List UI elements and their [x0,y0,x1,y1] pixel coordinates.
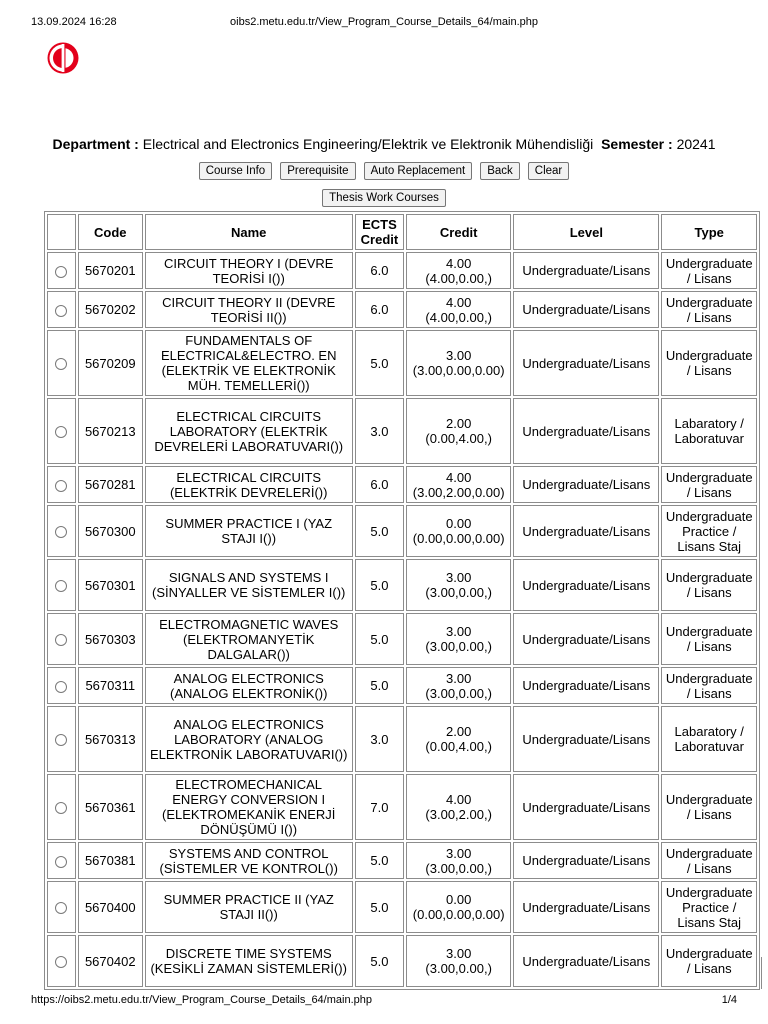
credit-cell [406,774,511,840]
print-url: oibs2.metu.edu.tr/View_Program_Course_Details_64/main.php [230,16,538,28]
course-type: Labaratory / Laboratuvar [661,706,757,772]
row-select-radio[interactable] [55,426,67,438]
semester-value: 20241 [676,136,716,152]
ects-column-header [355,214,404,250]
course-code: 5670361 [78,774,143,840]
course-code: 5670202 [78,291,143,328]
table-row[interactable] [47,613,757,665]
credit-value: 2.00 [446,416,472,431]
name-column-header: Name [145,214,353,250]
row-select-radio[interactable] [55,902,67,914]
credit-cell [406,330,511,396]
credit-breakdown: (3.00,0.00,) [425,585,492,600]
credit-value: 3.00 [446,570,472,585]
credit-cell [406,667,511,704]
credit-breakdown: (4.00,0.00,) [425,270,492,286]
course-code: 5670402 [78,935,143,987]
action-button-row [0,162,768,180]
course-name: ELECTRICAL CIRCUITS LABORATORY (ELEKTRİK DEVRELERİ LABORATUVARI()) [145,398,353,464]
thesis-work-courses-button[interactable]: Thesis Work Courses [322,189,446,207]
row-select-cell [47,881,76,933]
credit-cell [406,706,511,772]
row-select-cell [47,774,76,840]
row-select-radio[interactable] [55,734,67,746]
credit-value: 2.00 [446,724,472,739]
row-select-cell [47,842,76,879]
table-header-row [47,214,757,250]
course-level: Undergraduate/Lisans [513,466,659,503]
ects-credit: 5.0 [355,505,404,557]
course-level: Undergraduate/Lisans [513,330,659,396]
credit-value: 3.00 [446,670,472,686]
row-select-radio[interactable] [55,480,67,492]
course-type: Undergraduate / Lisans [661,935,757,987]
row-select-radio[interactable] [55,681,67,693]
table-row[interactable] [47,881,757,933]
row-select-cell [47,291,76,328]
course-code: 5670301 [78,559,143,611]
course-name: CIRCUIT THEORY II (DEVRE TEORİSİ II()) [145,291,353,328]
ects-credit: 6.0 [355,291,404,328]
course-table [44,211,760,990]
credit-cell [406,291,511,328]
course-type: Undergraduate / Lisans [661,613,757,665]
course-code: 5670311 [78,667,143,704]
table-row[interactable] [47,466,757,503]
ects-header-line1: ECTS [362,217,397,232]
course-level: Undergraduate/Lisans [513,505,659,557]
course-name: FUNDAMENTALS OF ELECTRICAL&ELECTRO. EN (ELEKTRİK VE ELEKTRONİK MÜH. TEMELLERİ()) [145,330,353,396]
credit-column-header: Credit [406,214,511,250]
course-level: Undergraduate/Lisans [513,613,659,665]
credit-breakdown: (0.00,4.00,) [425,431,492,446]
course-name: SUMMER PRACTICE I (YAZ STAJI I()) [145,505,353,557]
credit-value: 3.00 [446,845,472,861]
credit-breakdown: (3.00,0.00,) [425,961,492,976]
row-select-radio[interactable] [55,305,67,317]
credit-breakdown: (3.00,0.00,) [425,639,492,654]
course-level: Undergraduate/Lisans [513,252,659,289]
course-level: Undergraduate/Lisans [513,398,659,464]
row-select-radio[interactable] [55,358,67,370]
credit-value: 0.00 [446,516,472,531]
table-row[interactable] [47,559,757,611]
row-select-cell [47,559,76,611]
course-level: Undergraduate/Lisans [513,559,659,611]
table-row[interactable] [47,252,757,289]
ects-credit: 6.0 [355,466,404,503]
department-value: Electrical and Electronics Engineering/Elektrik ve Elektronik Mühendisliği [142,136,594,152]
course-type: Labaratory / Laboratuvar [661,398,757,464]
row-select-radio[interactable] [55,580,67,592]
credit-breakdown: (3.00,0.00,) [425,860,492,876]
credit-cell [406,559,511,611]
credit-breakdown: (3.00,0.00,) [425,685,492,701]
course-name: ELECTRICAL CIRCUITS (ELEKTRİK DEVRELERİ()) [145,466,353,503]
ects-credit: 5.0 [355,842,404,879]
table-row[interactable] [47,330,757,396]
row-select-cell [47,252,76,289]
course-level: Undergraduate/Lisans [513,881,659,933]
course-level: Undergraduate/Lisans [513,667,659,704]
credit-value: 4.00 [446,255,472,271]
course-code: 5670400 [78,881,143,933]
credit-breakdown: (0.00,4.00,) [425,739,492,754]
course-info-button[interactable]: Course Info [199,162,272,180]
ects-credit: 5.0 [355,881,404,933]
course-name: SYSTEMS AND CONTROL (SİSTEMLER VE KONTROL()) [145,842,353,879]
row-select-cell [47,667,76,704]
row-select-radio[interactable] [55,634,67,646]
row-select-radio[interactable] [55,856,67,868]
credit-value: 3.00 [446,348,472,363]
course-code: 5670209 [78,330,143,396]
row-select-cell [47,330,76,396]
course-name: SUMMER PRACTICE II (YAZ STAJI II()) [145,881,353,933]
ects-credit: 5.0 [355,559,404,611]
credit-breakdown: (4.00,0.00,) [425,309,492,325]
row-select-cell [47,398,76,464]
ects-credit: 6.0 [355,252,404,289]
row-select-radio[interactable] [55,526,67,538]
course-code: 5670281 [78,466,143,503]
select-column-header [47,214,76,250]
auto-replacement-button[interactable]: Auto Replacement [364,162,473,180]
course-code: 5670201 [78,252,143,289]
course-level: Undergraduate/Lisans [513,842,659,879]
credit-breakdown: (3.00,2.00,) [425,807,492,822]
course-name: SIGNALS AND SYSTEMS I (SİNYALLER VE SİSTEMLER I()) [145,559,353,611]
credit-value: 4.00 [446,792,472,807]
type-column-header: Type [661,214,757,250]
level-column-header: Level [513,214,659,250]
row-select-cell [47,706,76,772]
course-name: DISCRETE TIME SYSTEMS (KESİKLİ ZAMAN SİSTEMLERİ()) [145,935,353,987]
ects-credit: 5.0 [355,667,404,704]
back-button[interactable]: Back [480,162,520,180]
row-select-cell [47,613,76,665]
course-name: ELECTROMAGNETIC WAVES (ELEKTROMANYETİK DALGALAR()) [145,613,353,665]
course-code: 5670381 [78,842,143,879]
thesis-button-row [0,189,768,207]
credit-breakdown: (3.00,2.00,0.00) [412,484,505,500]
credit-cell [406,842,511,879]
ects-credit: 3.0 [355,398,404,464]
course-name: ANALOG ELECTRONICS LABORATORY (ANALOG ELEKTRONİK LABORATUVARI()) [145,706,353,772]
credit-cell [406,398,511,464]
course-type: Undergraduate / Lisans [661,667,757,704]
table-row[interactable] [47,774,757,840]
credit-value: 3.00 [446,946,472,961]
row-select-cell [47,505,76,557]
ects-credit: 5.0 [355,935,404,987]
credit-cell [406,252,511,289]
course-type: Undergraduate / Lisans [661,330,757,396]
credit-value: 4.00 [446,469,472,485]
table-row[interactable] [47,398,757,464]
code-column-header: Code [78,214,143,250]
course-type: Undergraduate / Lisans [661,291,757,328]
course-code: 5670300 [78,505,143,557]
table-row[interactable] [47,842,757,879]
course-type: Undergraduate Practice / Lisans Staj [661,881,757,933]
course-code: 5670313 [78,706,143,772]
course-type: Undergraduate / Lisans [661,466,757,503]
credit-breakdown: (3.00,0.00,0.00) [412,363,505,378]
course-name: ANALOG ELECTRONICS (ANALOG ELEKTRONİK()) [145,667,353,704]
course-name: CIRCUIT THEORY I (DEVRE TEORİSİ I()) [145,252,353,289]
prerequisite-button[interactable]: Prerequisite [280,162,355,180]
page-number: 1/4 [721,994,737,1006]
credit-value: 4.00 [446,294,472,310]
course-name: ELECTROMECHANICAL ENERGY CONVERSION I (ELEKTROMEKANİK ENERJİ DÖNÜŞÜMÜ I()) [145,774,353,840]
credit-cell [406,466,511,503]
clear-button[interactable]: Clear [528,162,569,180]
course-code: 5670303 [78,613,143,665]
course-level: Undergraduate/Lisans [513,706,659,772]
metu-logo-icon [44,41,82,75]
credit-value: 3.00 [446,624,472,639]
credit-cell [406,505,511,557]
footer-url: https://oibs2.metu.edu.tr/View_Program_Course_Details_64/main.php [31,994,372,1006]
course-type: Undergraduate / Lisans [661,774,757,840]
course-level: Undergraduate/Lisans [513,774,659,840]
department-line [0,136,768,152]
course-type: Undergraduate Practice / Lisans Staj [661,505,757,557]
credit-breakdown: (0.00,0.00,0.00) [412,531,505,546]
row-select-cell [47,466,76,503]
table-continuation [44,957,762,989]
credit-cell [406,613,511,665]
ects-credit: 5.0 [355,613,404,665]
ects-credit: 7.0 [355,774,404,840]
ects-credit: 5.0 [355,330,404,396]
credit-cell [406,881,511,933]
table-row[interactable] [47,667,757,704]
table-row[interactable] [47,291,757,328]
ects-credit: 3.0 [355,706,404,772]
table-row[interactable] [47,505,757,557]
credit-value: 0.00 [446,892,472,907]
course-level: Undergraduate/Lisans [513,935,659,987]
print-header [0,16,768,32]
course-type: Undergraduate / Lisans [661,842,757,879]
course-type: Undergraduate / Lisans [661,559,757,611]
ects-header-line2: Credit [360,232,399,247]
semester-label: Semester : [601,136,673,152]
table-row[interactable] [47,706,757,772]
department-label: Department : [52,136,139,152]
course-type: Undergraduate / Lisans [661,252,757,289]
course-level: Undergraduate/Lisans [513,291,659,328]
print-datetime: 13.09.2024 16:28 [31,16,117,28]
row-select-radio[interactable] [55,266,67,278]
credit-breakdown: (0.00,0.00,0.00) [412,907,505,922]
row-select-radio[interactable] [55,802,67,814]
course-code: 5670213 [78,398,143,464]
